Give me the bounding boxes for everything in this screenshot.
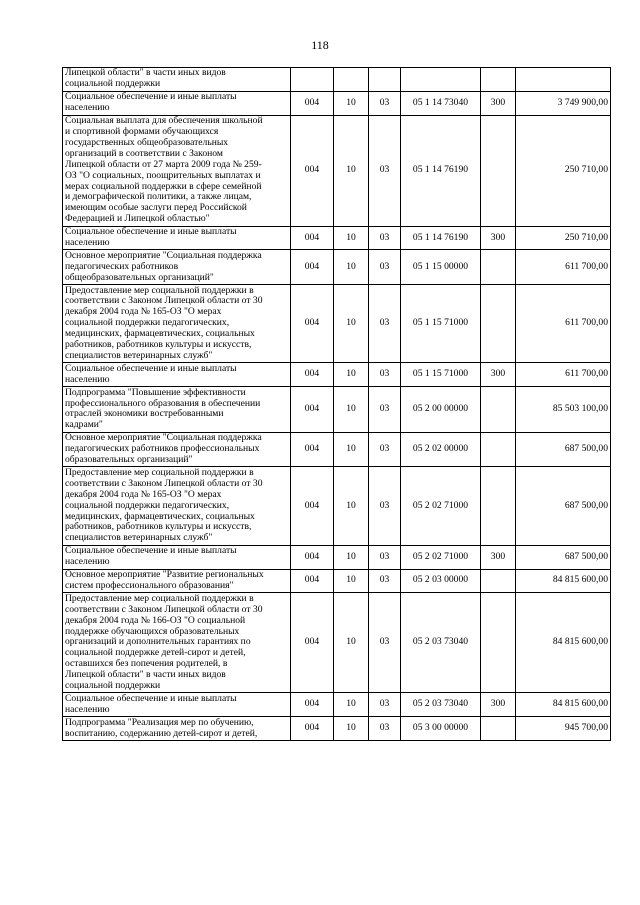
section-code: 10 <box>334 250 369 285</box>
subsection-code: 03 <box>369 545 401 569</box>
expense-type-code <box>481 68 516 92</box>
table-row <box>63 91 611 115</box>
expense-type-code: 300 <box>481 91 516 115</box>
admin-code: 004 <box>291 545 334 569</box>
table-row <box>63 285 611 363</box>
subsection-code: 03 <box>369 593 401 693</box>
expense-type-code <box>481 115 516 226</box>
subsection-code: 03 <box>369 226 401 250</box>
subsection-code: 03 <box>369 569 401 593</box>
amount: 611 700,00 <box>516 250 611 285</box>
table-row <box>63 593 611 693</box>
expense-type-code <box>481 467 516 545</box>
row-description: Социальная выплата для обеспечения школьной и спортивной формами обучающихся государственных общеобразовательных организаций в соответствии с Законом Липецкой области от 27 марта 2009 года № 259- ОЗ "О социальных, поощрительных выплатах и мерах социальной поддержки в сфере семейной и демографической политики, а также лицам, имеющим особые заслуги перед Российской Федерацией и Липецкой областью" <box>63 115 291 226</box>
budget-table <box>62 67 611 741</box>
admin-code: 004 <box>291 285 334 363</box>
section-code: 10 <box>334 91 369 115</box>
row-description: Подпрограмма "Повышение эффективности профессионального образования в обеспечении отраслей экономики востребованными кадрами" <box>63 387 291 433</box>
table-row <box>63 115 611 226</box>
expense-type-code: 300 <box>481 545 516 569</box>
row-description: Социальное обеспечение и иные выплаты населению <box>63 91 291 115</box>
target-article-code: 05 1 14 73040 <box>401 91 481 115</box>
table-row <box>63 387 611 433</box>
row-description: Социальное обеспечение и иные выплаты населению <box>63 226 291 250</box>
row-description: Липецкой области" в части иных видов социальной поддержки <box>63 68 291 92</box>
admin-code: 004 <box>291 115 334 226</box>
subsection-code: 03 <box>369 717 401 741</box>
expense-type-code <box>481 432 516 467</box>
admin-code: 004 <box>291 250 334 285</box>
table-row <box>63 226 611 250</box>
section-code: 10 <box>334 593 369 693</box>
amount: 3 749 900,00 <box>516 91 611 115</box>
target-article-code: 05 2 02 71000 <box>401 545 481 569</box>
budget-table-body <box>63 68 611 741</box>
admin-code: 004 <box>291 363 334 387</box>
target-article-code: 05 1 14 76190 <box>401 226 481 250</box>
amount: 84 815 600,00 <box>516 693 611 717</box>
target-article-code: 05 1 15 71000 <box>401 285 481 363</box>
row-description: Предоставление мер социальной поддержки в соответствии с Законом Липецкой области от 30 декабря 2004 года № 166-ОЗ "О социальной поддержке обучающихся образовательных организаций и дополнительных гарантиях по социальной поддержке детей-сирот и детей, оставшихся без попечения родителей, в Липецкой области" в части иных видов социальной поддержки <box>63 593 291 693</box>
section-code: 10 <box>334 545 369 569</box>
table-row <box>63 363 611 387</box>
subsection-code: 03 <box>369 250 401 285</box>
table-row <box>63 250 611 285</box>
amount: 250 710,00 <box>516 115 611 226</box>
section-code: 10 <box>334 717 369 741</box>
table-row <box>63 717 611 741</box>
target-article-code: 05 2 03 73040 <box>401 593 481 693</box>
subsection-code: 03 <box>369 363 401 387</box>
amount: 687 500,00 <box>516 432 611 467</box>
admin-code: 004 <box>291 693 334 717</box>
amount: 84 815 600,00 <box>516 569 611 593</box>
expense-type-code: 300 <box>481 226 516 250</box>
amount: 687 500,00 <box>516 545 611 569</box>
expense-type-code <box>481 569 516 593</box>
target-article-code: 05 2 03 73040 <box>401 693 481 717</box>
admin-code <box>291 68 334 92</box>
section-code: 10 <box>334 569 369 593</box>
subsection-code: 03 <box>369 693 401 717</box>
admin-code: 004 <box>291 467 334 545</box>
row-description: Основное мероприятие "Развитие региональных систем профессионального образования" <box>63 569 291 593</box>
admin-code: 004 <box>291 226 334 250</box>
row-description: Предоставление мер социальной поддержки в соответствии с Законом Липецкой области от 30 декабря 2004 года № 165-ОЗ "О мерах социальной поддержки педагогических, медицинских, фармацевтических, социальных работников, работников культуры и искусств, специалистов ветеринарных служб" <box>63 285 291 363</box>
subsection-code: 03 <box>369 432 401 467</box>
table-row <box>63 432 611 467</box>
target-article-code: 05 1 14 76190 <box>401 115 481 226</box>
expense-type-code <box>481 717 516 741</box>
amount <box>516 68 611 92</box>
section-code: 10 <box>334 363 369 387</box>
subsection-code: 03 <box>369 387 401 433</box>
target-article-code: 05 2 03 00000 <box>401 569 481 593</box>
target-article-code: 05 1 15 00000 <box>401 250 481 285</box>
subsection-code: 03 <box>369 467 401 545</box>
target-article-code: 05 2 02 00000 <box>401 432 481 467</box>
target-article-code <box>401 68 481 92</box>
expense-type-code <box>481 387 516 433</box>
target-article-code: 05 1 15 71000 <box>401 363 481 387</box>
expense-type-code <box>481 250 516 285</box>
amount: 611 700,00 <box>516 285 611 363</box>
admin-code: 004 <box>291 432 334 467</box>
row-description: Основное мероприятие "Социальная поддержка педагогических работников общеобразовательных организаций" <box>63 250 291 285</box>
row-description: Социальное обеспечение и иные выплаты населению <box>63 545 291 569</box>
section-code: 10 <box>334 115 369 226</box>
section-code: 10 <box>334 285 369 363</box>
section-code: 10 <box>334 432 369 467</box>
row-description: Социальное обеспечение и иные выплаты населению <box>63 363 291 387</box>
admin-code: 004 <box>291 91 334 115</box>
table-row <box>63 569 611 593</box>
amount: 611 700,00 <box>516 363 611 387</box>
expense-type-code <box>481 593 516 693</box>
admin-code: 004 <box>291 387 334 433</box>
expense-type-code <box>481 285 516 363</box>
section-code: 10 <box>334 693 369 717</box>
target-article-code: 05 3 00 00000 <box>401 717 481 741</box>
table-row <box>63 68 611 92</box>
row-description: Основное мероприятие "Социальная поддержка педагогических работников профессиональных образовательных организаций" <box>63 432 291 467</box>
subsection-code: 03 <box>369 285 401 363</box>
target-article-code: 05 2 00 00000 <box>401 387 481 433</box>
amount: 945 700,00 <box>516 717 611 741</box>
expense-type-code: 300 <box>481 363 516 387</box>
amount: 85 503 100,00 <box>516 387 611 433</box>
table-row <box>63 467 611 545</box>
admin-code: 004 <box>291 717 334 741</box>
row-description: Подпрограмма "Реализация мер по обучению, воспитанию, содержанию детей-сирот и детей, <box>63 717 291 741</box>
row-description: Социальное обеспечение и иные выплаты населению <box>63 693 291 717</box>
subsection-code: 03 <box>369 91 401 115</box>
admin-code: 004 <box>291 593 334 693</box>
expense-type-code: 300 <box>481 693 516 717</box>
subsection-code <box>369 68 401 92</box>
admin-code: 004 <box>291 569 334 593</box>
table-row <box>63 545 611 569</box>
section-code <box>334 68 369 92</box>
section-code: 10 <box>334 226 369 250</box>
amount: 84 815 600,00 <box>516 593 611 693</box>
amount: 250 710,00 <box>516 226 611 250</box>
row-description: Предоставление мер социальной поддержки в соответствии с Законом Липецкой области от 30 декабря 2004 года № 165-ОЗ "О мерах социальной поддержки педагогических, медицинских, фармацевтических, социальных работников, работников культуры и искусств, специалистов ветеринарных служб" <box>63 467 291 545</box>
section-code: 10 <box>334 467 369 545</box>
target-article-code: 05 2 02 71000 <box>401 467 481 545</box>
section-code: 10 <box>334 387 369 433</box>
table-row <box>63 693 611 717</box>
subsection-code: 03 <box>369 115 401 226</box>
amount: 687 500,00 <box>516 467 611 545</box>
page-number: 118 <box>311 38 329 52</box>
